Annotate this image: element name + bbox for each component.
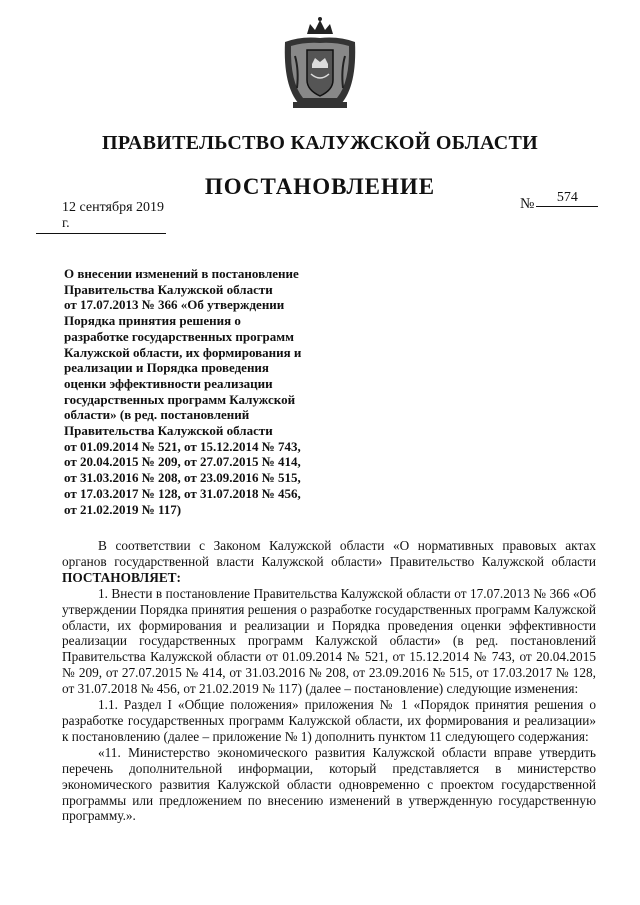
subject-line: государственных программ Калужской	[64, 391, 296, 407]
subject-line: разработке государственных программ	[64, 328, 294, 344]
document-number	[520, 190, 598, 213]
paragraph-1-1: 1.1. Раздел I «Общие положения» приложения № 1 «Порядок принятия решения о разработке государственных программ Калужской области, их формирования и реализации» к постановлению (далее – приложение № 1) дополнить пунктом 11 следующего содержания:	[62, 697, 596, 744]
subject-line: от 17.07.2013 № 366 «Об утверждении	[64, 297, 285, 313]
subject-line: реализации и Порядка проведения	[64, 360, 269, 376]
number-value: 574	[536, 190, 598, 207]
subject-line: Порядка принятия решения о	[64, 313, 241, 329]
subject-line: Правительства Калужской области	[64, 281, 273, 297]
subject-line: области» (в ред. постановлений	[64, 407, 250, 423]
number-sign: №	[520, 196, 535, 212]
subject-line: от 31.03.2016 № 208, от 23.09.2016 № 515,	[64, 470, 301, 486]
subject-line: от 21.02.2019 № 117)	[64, 501, 182, 517]
document-subject	[64, 266, 328, 517]
coat-of-arms-icon	[279, 16, 361, 112]
subject-line: Калужской области, их формирования и	[64, 344, 302, 360]
intro-paragraph	[62, 538, 596, 586]
resolves-keyword: ПОСТАНОВЛЯЕТ:	[62, 569, 181, 585]
subject-line: оценки эффективности реализации	[64, 375, 273, 391]
document-type-title: ПОСТАНОВЛЕНИЕ	[204, 174, 436, 199]
subject-line: О внесении изменений в постановление	[64, 266, 299, 281]
document-body	[62, 538, 596, 824]
intro-text: В соответствии с Законом Калужской области «О нормативных правовых актах органов государственной власти Калужской области» Правительство Калужской области	[62, 538, 596, 569]
subject-line: от 17.03.2017 № 128, от 31.07.2018 № 456,	[64, 485, 301, 501]
subject-line: от 20.04.2015 № 209, от 27.07.2015 № 414,	[64, 454, 301, 470]
paragraph-11-quote: «11. Министерство экономического развития Калужской области вправе утвердить перечень дополнительной информации, который представляется в министерство экономического развития Калужской области одновременно с проектом государственной программы или предложением по внесению изменений в утвержденную государственную программу.».	[62, 744, 596, 824]
subject-line: Правительства Калужской области	[64, 423, 273, 439]
subject-line: от 01.09.2014 № 521, от 15.12.2014 № 743,	[64, 438, 301, 454]
document-date: 12 сентября 2019 г.	[36, 200, 166, 234]
government-title: ПРАВИТЕЛЬСТВО КАЛУЖСКОЙ ОБЛАСТИ	[102, 132, 538, 154]
paragraph-1: 1. Внести в постановление Правительства Калужской области от 17.07.2013 № 366 «Об утверждении Порядка принятия решения о разработке государственных программ Калужской области, их формирования и реализации и Порядка проведения оценки эффективности реализации государственных программ Калужской области» (в ред. постановлений Правительства Калужской области от 01.09.2014 № 521, от 15.12.2014 № 743, от 20.04.2015 № 209, от 27.07.2015 № 414, от 31.03.2016 № 208, от 23.09.2016 № 515, от 17.03.2017 № 128, от 31.07.2018 № 456, от 21.02.2019 № 117) (далее – постановление) следующие изменения:	[62, 585, 596, 697]
